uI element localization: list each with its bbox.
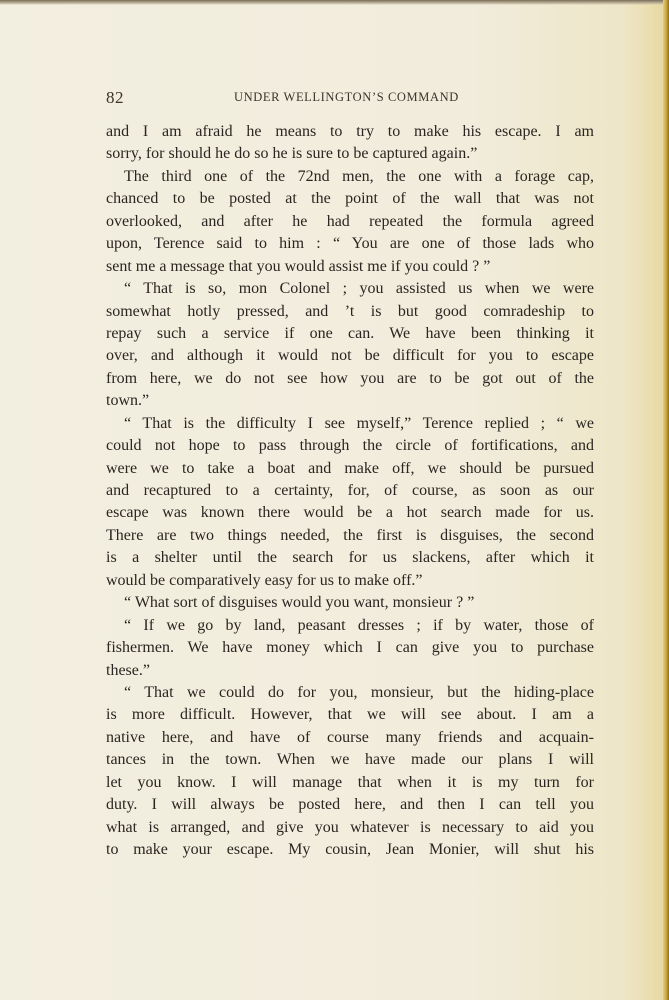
text-line: native here, and have of course many friends and acquain- bbox=[106, 728, 594, 746]
text-line: “ That is so, mon Colonel ; you assisted us when we were bbox=[124, 280, 594, 298]
text-line: overlooked, and after he had repeated the formula agreed bbox=[106, 212, 594, 230]
text-line: fishermen. We have money which I can give you to purchase bbox=[106, 639, 594, 657]
text-line: There are two things needed, the first is disguises, the second bbox=[106, 526, 594, 544]
text-line: The third one of the 72nd men, the one with a forage cap, bbox=[124, 167, 594, 185]
text-line: somewhat hotly pressed, and ’t is but good comradeship to bbox=[106, 302, 594, 320]
text-line: from here, we do not see how you are to be got out of the bbox=[106, 369, 594, 387]
text-line: sent me a message that you would assist me if you could ? ” bbox=[106, 257, 491, 275]
text-line: “ If we go by land, peasant dresses ; if by water, those of bbox=[124, 616, 594, 634]
text-line: over, and although it would not be difficult for you to escape bbox=[106, 347, 594, 365]
text-line: is more difficult. However, that we will see about. I am a bbox=[106, 706, 594, 724]
text-line: to make your escape. My cousin, Jean Monier, will shut his bbox=[106, 841, 594, 858]
text-line: and recaptured to a certainty, for, of course, as soon as our bbox=[106, 482, 594, 499]
page-number: 82 bbox=[106, 88, 124, 107]
text-line: town.” bbox=[106, 392, 150, 410]
text-line: tances in the town. When we have made our plans I will bbox=[106, 751, 594, 769]
text-line: “ That we could do for you, monsieur, but the hiding-place bbox=[124, 683, 594, 701]
text-line: let you know. I will manage that when it is my turn for bbox=[106, 773, 594, 791]
text-line: upon, Terence said to him : “ You are one of those lads who bbox=[106, 235, 594, 253]
text-line: and I am afraid he means to try to make his escape. I am bbox=[106, 123, 594, 140]
text-line: could not hope to pass through the circle of fortifications, and bbox=[106, 437, 594, 455]
text-line: chanced to be posted at the point of the wall that was not bbox=[106, 190, 594, 208]
page-header bbox=[106, 88, 594, 112]
body-text bbox=[106, 121, 594, 861]
text-line: “ What sort of disguises would you want, monsieur ? ” bbox=[124, 594, 475, 612]
running-head: UNDER WELLINGTON’S COMMAND bbox=[234, 90, 459, 104]
text-line: sorry, for should he do so he is sure to be captured again.” bbox=[106, 145, 478, 163]
page-top-edge bbox=[0, 0, 669, 5]
text-line: “ That is the difficulty I see myself,” Terence replied ; “ we bbox=[124, 414, 594, 432]
text-line: escape was known there would be a hot search made for us. bbox=[106, 504, 594, 522]
text-line: these.” bbox=[106, 661, 150, 679]
text-line: were we to take a boat and make off, we should be pursued bbox=[106, 459, 594, 477]
text-line: duty. I will always be posted here, and then I can tell you bbox=[106, 796, 594, 814]
text-line: is a shelter until the search for us slackens, after which it bbox=[106, 549, 594, 567]
page-right-edge bbox=[663, 0, 669, 1000]
text-line: repay such a service if one can. We have been thinking it bbox=[106, 324, 594, 342]
text-line: would be comparatively easy for us to make off.” bbox=[106, 571, 423, 589]
text-line: what is arranged, and give you whatever is necessary to aid you bbox=[106, 818, 594, 836]
